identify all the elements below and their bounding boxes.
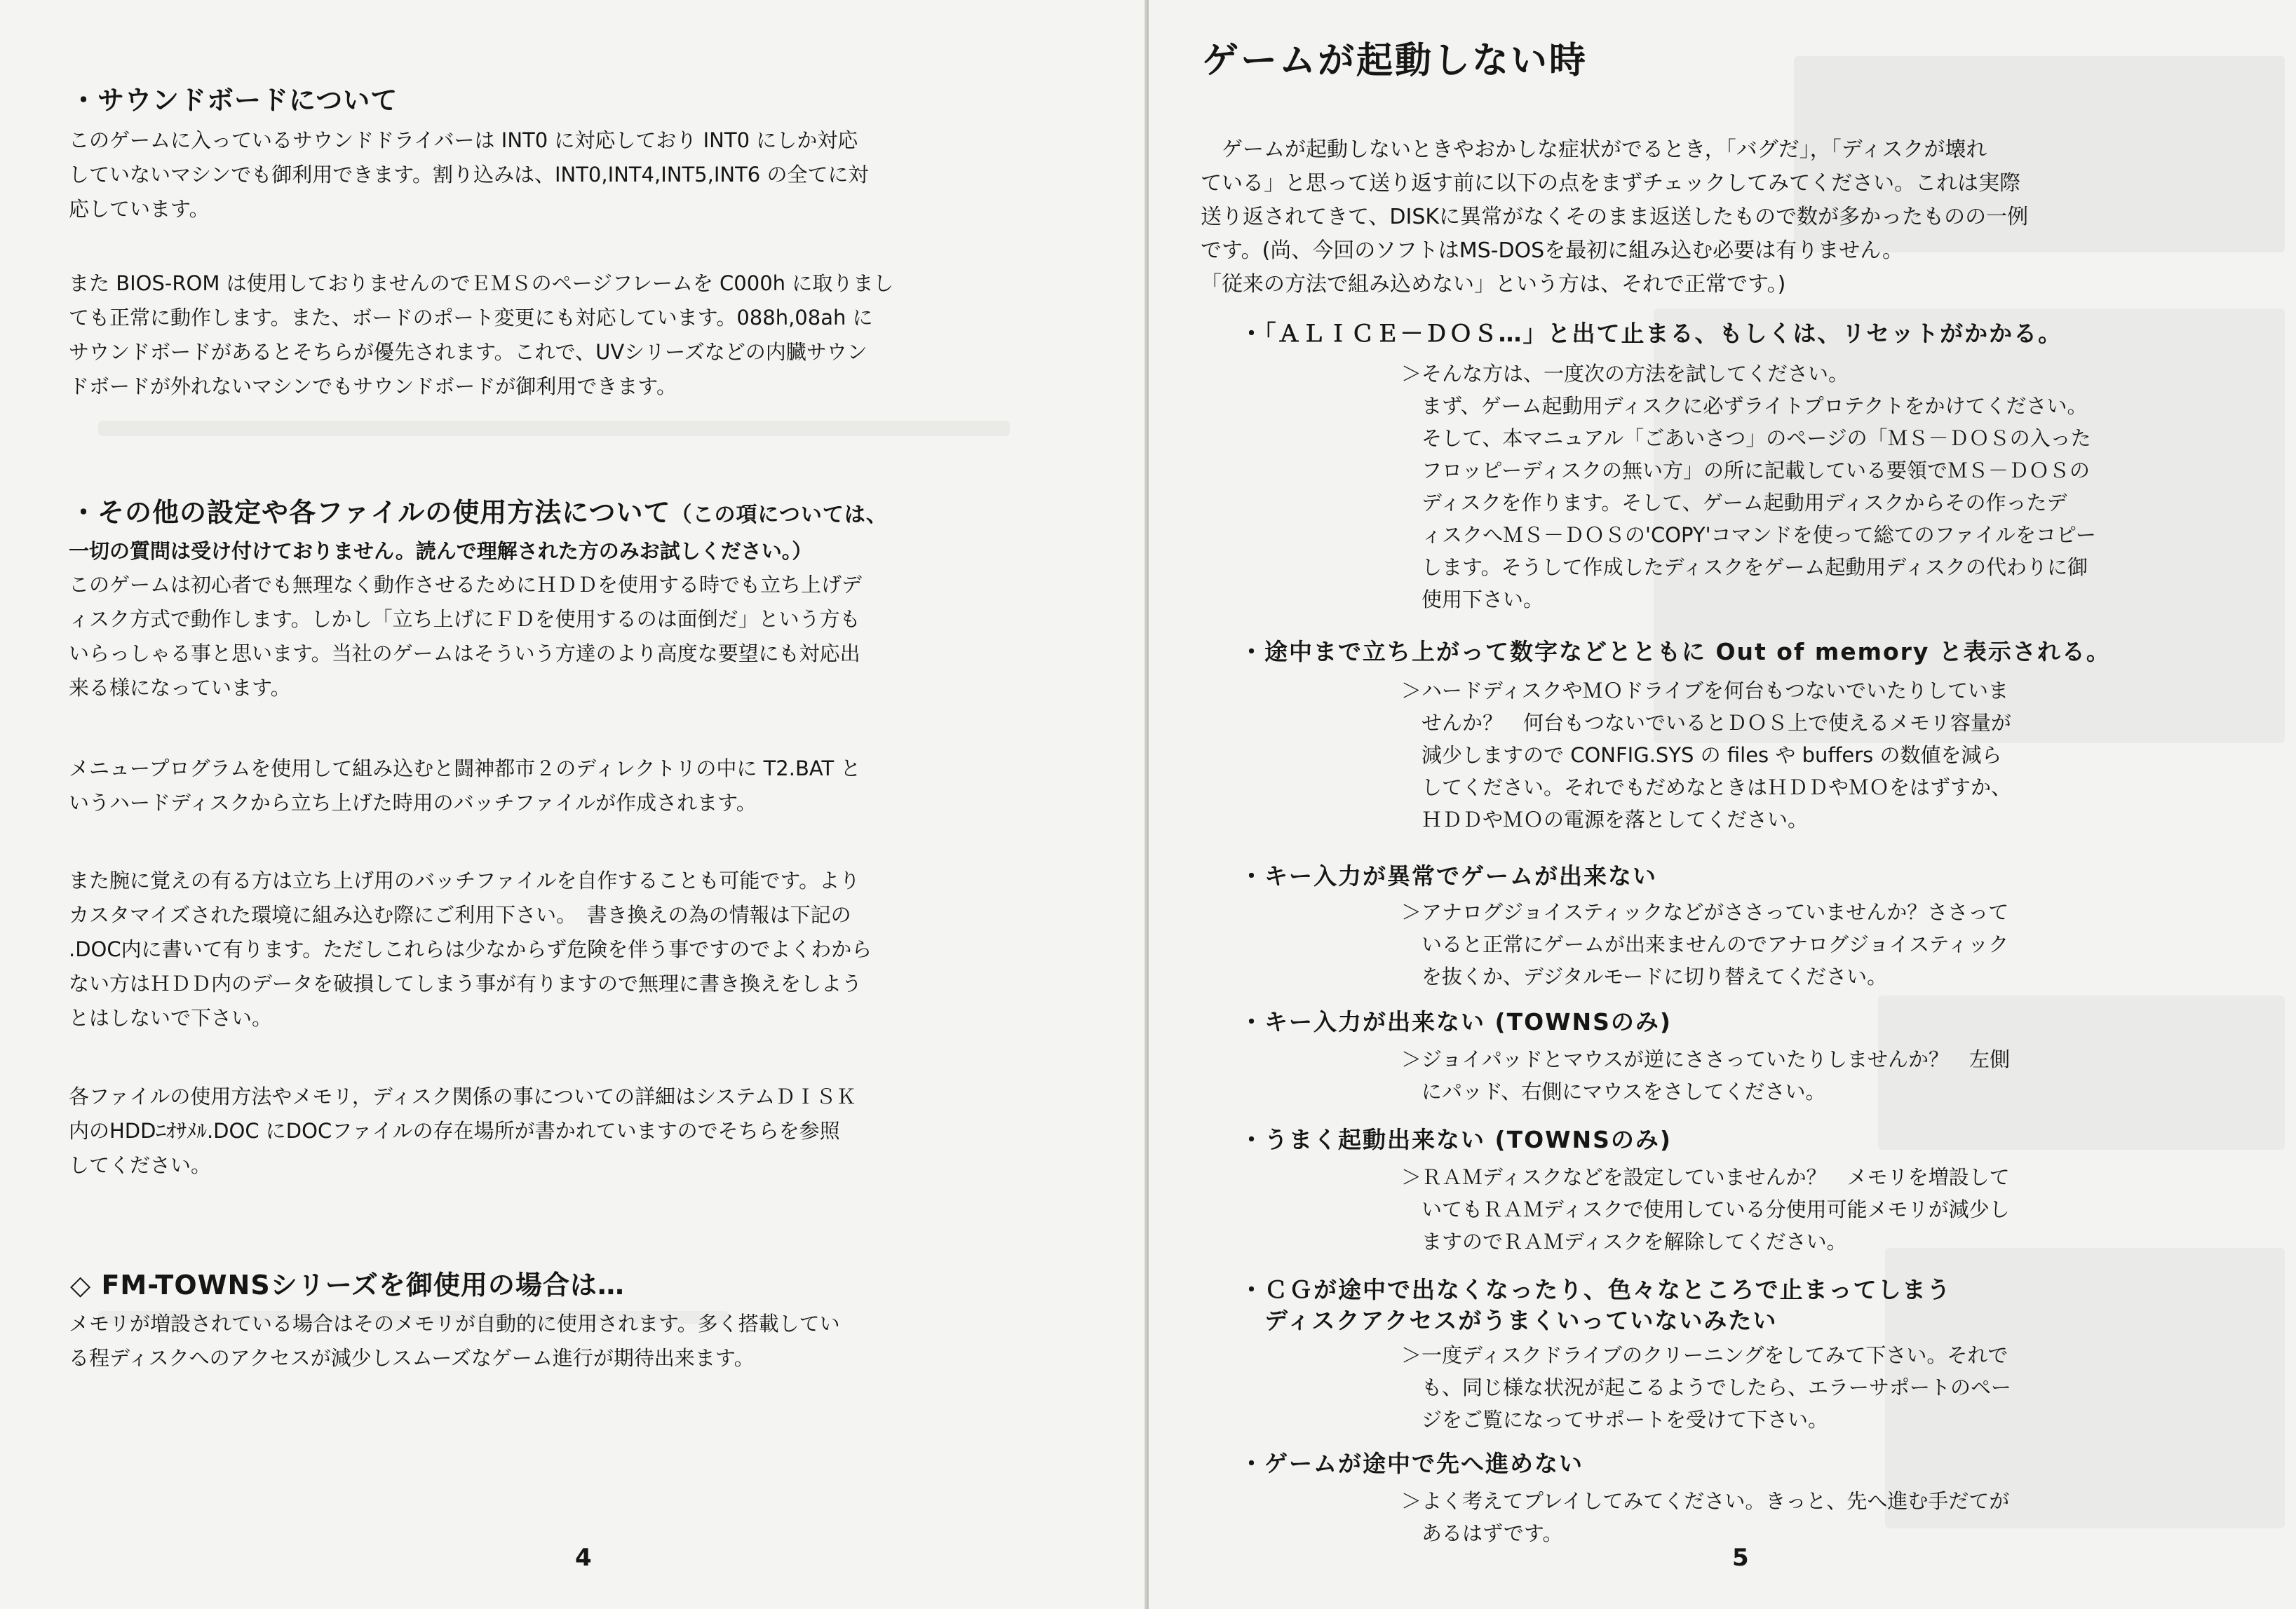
left-page — [0, 0, 1147, 1609]
page-number-right: 5 — [1732, 1544, 1749, 1572]
symptom-out-of-memory: ・途中まで立ち上がって数字などとともに Out of memory と表示される。 — [1240, 638, 2111, 665]
answer-cg-stops: ＞一度ディスクドライブのクリーニングをしてみて下さい。それで も、同じ様な状況が起こるようでしたら、エラーサポートのペー ジをご覧になってサポートを受けて下さい。 — [1401, 1343, 2012, 1432]
show-through — [98, 421, 1010, 436]
sound-board-paragraph-1: このゲームに入っているサウンドドライバーは INT0 に対応しており INT0 にしか対応 していないマシンでも御利用できます。割り込みは、INT0,INT4,INT5,INT6 の全てに対 応しています。 — [69, 128, 869, 221]
other-settings-paragraph-3: また腕に覚えの有る方は立ち上げ用のバッチファイルを自作することも可能です。より カスタマイズされた環境に組み込む際にご利用下さい。 書き換えの為の情報は下記の .DOC内に書いて有ります。ただしこれらは少なからず危険を伴う事ですのでよくわから ない方はＨＤＤ内のデータを破損してしまう事が有りますので無理に書き換えをしよう とはしないで下さい。 — [69, 869, 872, 1030]
answer-key-input-abnormal: ＞アナログジョイスティックなどがささっていませんか？ささって いると正常にゲームが出来ませんのでアナログジョイスティック を抜くか、デジタルモードに切り替えてください。 — [1401, 900, 2009, 989]
symptom-key-input-towns: ・キー入力が出来ない (TOWNSのみ) — [1240, 1008, 1673, 1036]
right-page — [1149, 0, 2296, 1609]
intro-paragraph: ゲームが起動しないときやおかしな症状がでるとき，「バグだ」，「ディスクが壊れ ている」と思って送り返す前に以下の点をまずチェックしてみてください。これは実際 送り返されてきて、DISKに異常がなくそのまま返送したもので数が多かったものの一例 です。(尚、今回のソフトはMS-DOSを最初に組み込む必要は有りません。 「従来の方法で組み込めない」という方は、それで正常です。) — [1201, 137, 2029, 297]
page-title: ゲームが起動しない時 — [1202, 40, 1588, 82]
other-settings-paragraph-4: 各ファイルの使用方法やメモリ，ディスク関係の事についての詳細はシステムＤＩＳＫ 内のHDDﾆｵｻﾒﾙ.DOC にDOCファイルの存在場所が書かれていますのでそちらを参照 してください。 — [69, 1085, 857, 1177]
fm-towns-paragraph: メモリが増設されている場合はそのメモリが自動的に使用されます。多く搭載してい る程ディスクへのアクセスが減少しスムーズなゲーム進行が期待出来ます。 — [69, 1312, 840, 1370]
symptom-key-input-abnormal: ・キー入力が異常でゲームが出来ない — [1240, 862, 1657, 890]
sound-board-paragraph-2: また BIOS-ROM は使用しておりませんのでＥＭＳのページフレームを C000h に取りまし ても正常に動作します。また、ボードのポート変更にも対応しています。088h,08ah に サウンドボードがあるとそちらが優先されます。これで、UVシリーズなどの内臓サウン ドボードが外れないマシンでもサウンドボードが御利用できます。 — [69, 271, 894, 398]
answer-cannot-proceed: ＞よく考えてプレイしてみてください。きっと、先へ進む手だてが あるはずです。 — [1401, 1489, 2010, 1545]
other-settings-note: （この項については、 — [670, 503, 888, 527]
fm-towns-heading: ◇ FM-TOWNSシリーズを御使用の場合は… — [70, 1270, 625, 1301]
answer-out-of-memory: ＞ハードディスクやＭＯドライブを何台もつないでいたりしていま せんか？ 何台もつないでいるとＤＯＳ上で使えるメモリ容量が 減少しますので CONFIG.SYS の files や buffers の数値を減ら してください。それでもだめなときはＨＤＤやＭＯをはずすか、 ＨＤＤやＭＯの電源を落としてください。 — [1401, 679, 2012, 831]
page-number-left: 4 — [575, 1544, 592, 1572]
answer-boot-towns: ＞ＲＡＭディスクなどを設定していませんか？ メモリを増設して いてもＲＡＭディスクで使用している分使用可能メモリが減少し ますのでＲＡＭディスクを解除してください。 — [1401, 1165, 2010, 1254]
symptom-boot-towns: ・うまく起動出来ない (TOWNSのみ) — [1240, 1126, 1673, 1153]
symptom-cannot-proceed: ・ゲームが途中で先へ進めない — [1240, 1450, 1583, 1477]
other-settings-title: ・その他の設定や各ファイルの使用方法について — [70, 497, 671, 528]
answer-alice-dos: ＞そんな方は、一度次の方法を試してください。 まず、ゲーム起動用ディスクに必ずライトプロテクトをかけてください。 そして、本マニュアル「ごあいさつ」のページの「ＭＳ－ＤＯＳの入った フロッピーディスクの無い方」の所に記載している要領でＭＳ－ＤＯＳの ディスクを作ります。そして、ゲーム起動用ディスクからその作ったデ ィスクへＭＳ－ＤＯＳの'COPY'コマンドを使って総てのファイルをコピー します。そうして作成したディスクをゲーム起動用ディスクの代わりに御 使用下さい。 — [1401, 362, 2096, 611]
other-settings-paragraph-1: このゲームは初心者でも無理なく動作させるためにＨＤＤを使用する時でも立ち上げデ ィスク方式で動作します。しかし「立ち上げにＦＤを使用するのは面倒だ」という方も いらっしゃる事と思います。当社のゲームはそういう方達のより高度な要望にも対応出 来る様になっています。 — [69, 573, 863, 700]
answer-key-input-towns: ＞ジョイパッドとマウスが逆にささっていたりしませんか？ 左側 にパッド、右側にマウスをさしてください。 — [1401, 1047, 2010, 1104]
symptom-cg-stops: ・ＣＧが途中で出なくなったり、色々なところで止まってしまう ディスクアクセスがうまくいっていないみたい — [1240, 1276, 1952, 1334]
sound-board-heading: ・サウンドボードについて — [70, 85, 398, 116]
other-settings-paragraph-2: メニュープログラムを使用して組み込むと闘神都市２のディレクトリの中に T2.BAT と いうハードディスクから立ち上げた時用のバッチファイルが作成されます。 — [69, 756, 861, 815]
symptom-alice-dos: ・「ＡＬＩＣＥ－ＤＯＳ…」と出て止まる、もしくは、リセットがかかる。 — [1240, 320, 2063, 347]
other-settings-disclaimer: 一切の質問は受け付けておりません。読んで理解された方のみお試しください。） — [69, 539, 813, 563]
other-settings-heading — [70, 491, 888, 529]
